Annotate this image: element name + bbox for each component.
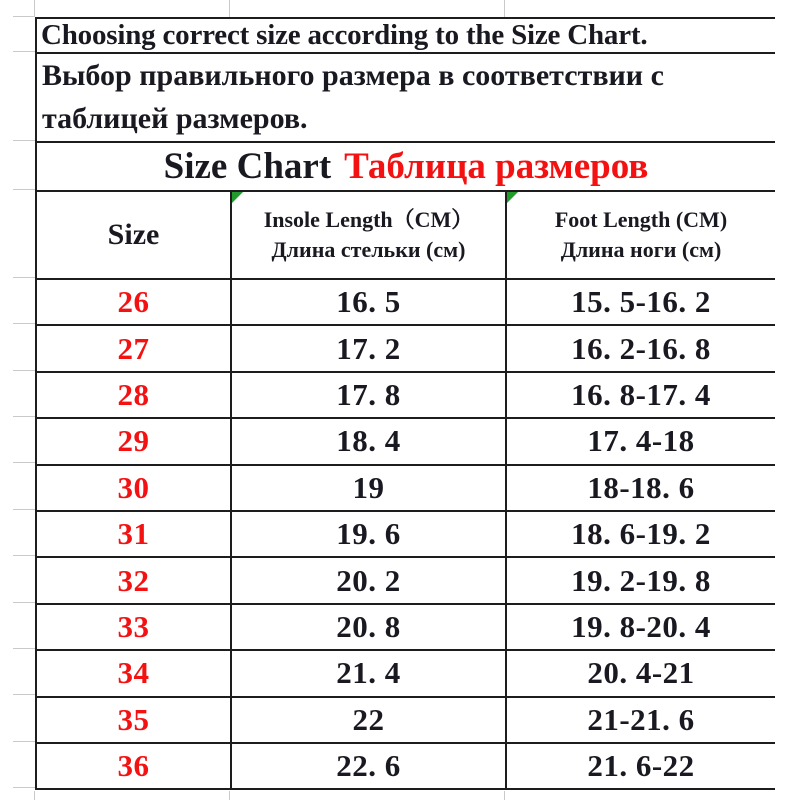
gridline-below-col1 [34, 791, 35, 800]
insole-cell: 17. 2 [232, 326, 507, 370]
gridline-tick [13, 648, 35, 649]
foot-cell: 18. 6-19. 2 [571, 516, 711, 552]
gridline-tick [13, 416, 35, 417]
size-cell: 31 [37, 512, 232, 556]
gridline-tick [13, 16, 35, 17]
foot-cell: 20. 4-21 [587, 655, 695, 691]
header-insole-en: Insole Length（CM） [263, 207, 474, 232]
size-cell: 36 [37, 744, 232, 788]
header-cell-insole [232, 192, 507, 278]
size-cell: 32 [37, 558, 232, 602]
gridline-tick [13, 602, 35, 603]
gridline-tick [13, 51, 35, 52]
table-row [37, 744, 775, 790]
table-row [37, 466, 775, 512]
size-chart-title-en: Size Chart [163, 146, 332, 187]
insole-cell: 17. 8 [232, 373, 507, 417]
foot-cell: 17. 4-18 [587, 423, 695, 459]
gridline-tick [13, 509, 35, 510]
instruction-text-en [37, 19, 775, 54]
foot-cell: 15. 5-16. 2 [571, 284, 711, 320]
insole-cell: 20. 2 [232, 558, 507, 602]
foot-cell: 18-18. 6 [587, 469, 695, 505]
insole-cell: 21. 4 [232, 651, 507, 695]
table-row [37, 698, 775, 744]
gridline-tick [13, 323, 35, 324]
gridline-below-col3 [504, 791, 505, 800]
insole-cell: 22. 6 [232, 744, 507, 788]
instruction-text-ru [37, 54, 775, 143]
gridline-tick [13, 555, 35, 556]
table-row [37, 373, 775, 419]
foot-cell: 16. 8-17. 4 [571, 376, 711, 412]
instruction-text-en-label: Choosing correct size according to the Size Chart. [41, 19, 648, 51]
size-cell: 26 [37, 280, 232, 324]
size-cell: 34 [37, 651, 232, 695]
gridline-tick [13, 140, 35, 141]
table-header-row [37, 192, 775, 280]
foot-cell: 21-21. 6 [587, 701, 695, 737]
gridline-above-col1 [34, 0, 35, 17]
instruction-ru-line1: Выбор правильного размера в соответствии с [42, 59, 664, 92]
header-cell-size [37, 192, 232, 278]
gridline-tick [13, 462, 35, 463]
insole-cell: 16. 5 [232, 280, 507, 324]
gridline-above-col2 [229, 0, 230, 17]
gridline-tick [13, 741, 35, 742]
size-cell: 29 [37, 419, 232, 463]
size-cell: 30 [37, 466, 232, 510]
size-cell: 28 [37, 373, 232, 417]
size-cell: 27 [37, 326, 232, 370]
table-row [37, 419, 775, 465]
instruction-ru-line2: таблицей размеров. [42, 102, 308, 135]
table-row [37, 605, 775, 651]
table-row [37, 558, 775, 604]
size-chart-table [35, 17, 775, 790]
foot-cell: 19. 8-20. 4 [571, 608, 711, 644]
table-row [37, 512, 775, 558]
gridline-tick [13, 370, 35, 371]
size-cell: 35 [37, 698, 232, 742]
insole-cell: 22 [232, 698, 507, 742]
header-size-label: Size [107, 218, 160, 251]
insole-cell: 19 [232, 466, 507, 510]
table-row [37, 326, 775, 372]
header-cell-foot [507, 192, 775, 278]
gridline-tick [13, 189, 35, 190]
insole-cell: 20. 8 [232, 605, 507, 649]
gridline-tick [13, 787, 35, 788]
table-row [37, 280, 775, 326]
gridline-tick [13, 277, 35, 278]
header-foot-ru: Длина ноги (см) [560, 237, 722, 262]
insole-cell: 18. 4 [232, 419, 507, 463]
gridline-tick [13, 694, 35, 695]
foot-cell: 21. 6-22 [587, 748, 695, 784]
header-foot-en: Foot Length (CM) [554, 207, 728, 232]
foot-cell: 19. 2-19. 8 [571, 562, 711, 598]
foot-cell: 16. 2-16. 8 [571, 330, 711, 366]
size-chart-title-ru: Таблица размеров [344, 146, 649, 187]
insole-cell: 19. 6 [232, 512, 507, 556]
header-insole-ru: Длина стельки (см) [271, 237, 466, 262]
gridline-below-col2 [229, 791, 230, 800]
gridline-above-col3 [504, 0, 505, 17]
size-cell: 33 [37, 605, 232, 649]
cell-error-marker-icon [507, 192, 518, 203]
table-row [37, 651, 775, 697]
size-chart-title [37, 143, 775, 192]
cell-error-marker-icon [232, 192, 243, 203]
